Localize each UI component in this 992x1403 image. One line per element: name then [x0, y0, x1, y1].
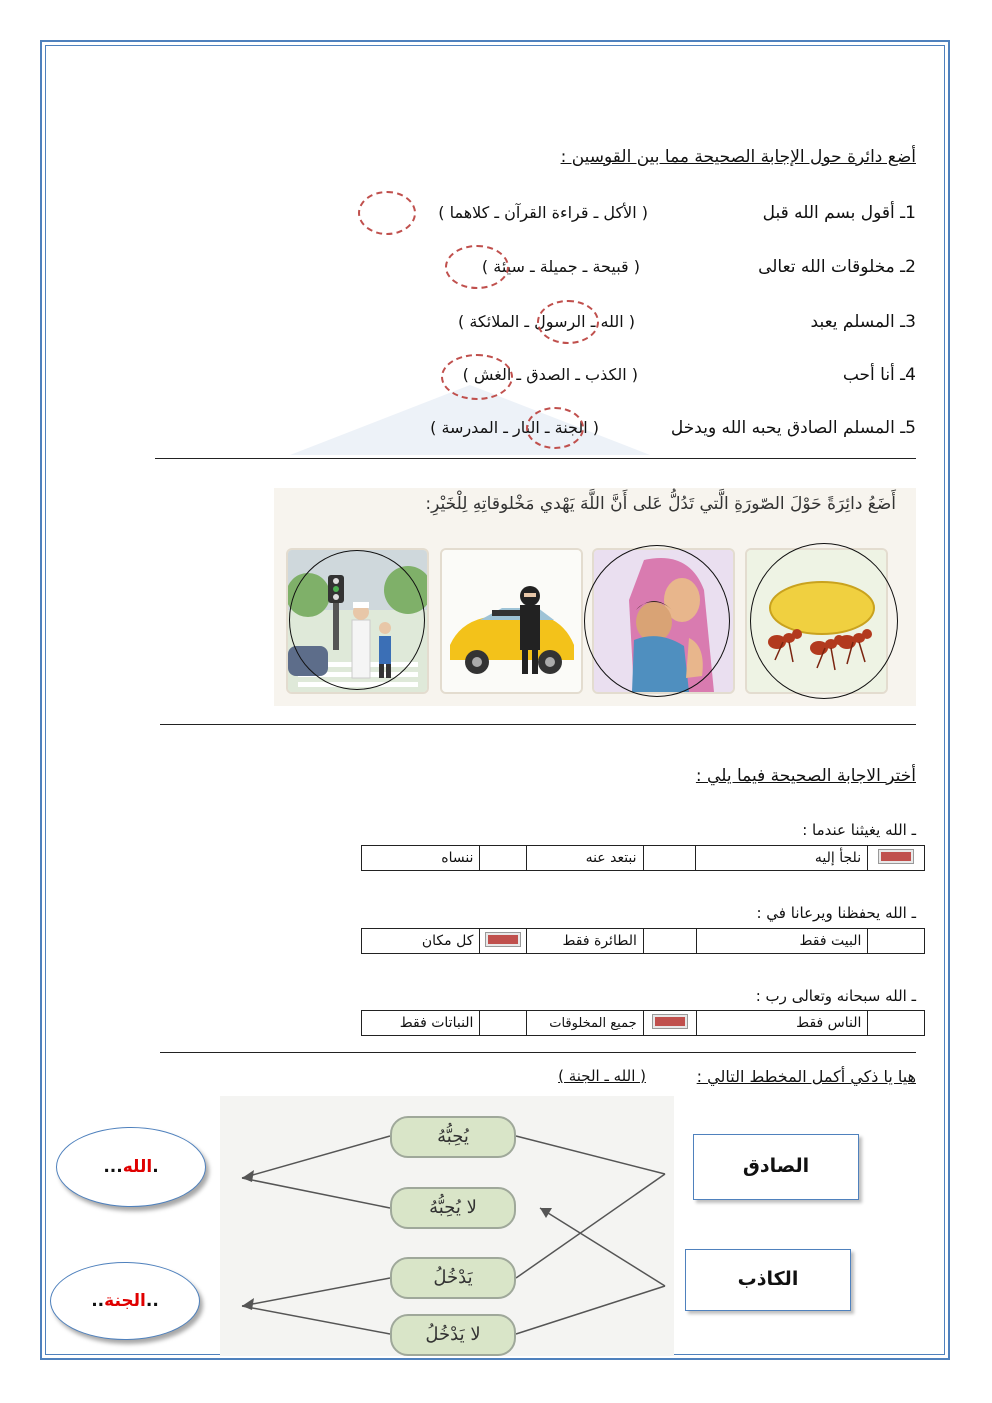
- answer-circle-mother-child[interactable]: [584, 545, 730, 697]
- mc3-checkbox-3[interactable]: [480, 1011, 527, 1036]
- mc2-option-1[interactable]: البيت فقط: [696, 929, 868, 954]
- divider-2: [160, 724, 916, 725]
- mc1-option-1[interactable]: نلجأ إليه: [696, 846, 868, 871]
- answer-2-word: الجنة: [104, 1291, 146, 1311]
- q4-options: ( الكذب ـ الصدق ـ الغش ): [462, 365, 638, 384]
- q1-answer-circle[interactable]: [358, 191, 416, 235]
- answer-circle-crossing[interactable]: [289, 550, 425, 690]
- q4-answer-circle[interactable]: [441, 354, 513, 400]
- mc1-table: [361, 845, 925, 871]
- section3-heading: أختر الاجابة الصحيحة فيما يلي :: [695, 766, 916, 786]
- mc2-checkbox-3[interactable]: [480, 929, 527, 954]
- q3-prompt: 3ـ المسلم يعبد: [810, 312, 916, 332]
- q2-options: ( قبيحة ـ جميلة ـ سيئة ): [481, 257, 640, 276]
- mc1-checkbox-1[interactable]: [868, 846, 925, 871]
- divider-1: [155, 458, 916, 459]
- q2-prompt: 2ـ مخلوقات الله تعالى: [758, 257, 916, 277]
- box-liar: الكاذب: [685, 1249, 851, 1311]
- answer-oval-1[interactable]: [56, 1127, 206, 1207]
- q3-options: ( الله ـ الرسول ـ الملائكة ): [458, 312, 635, 331]
- answer-circle-ants[interactable]: [750, 543, 898, 699]
- word-bank: ( الله ـ الجنة ): [558, 1067, 646, 1085]
- box-truthful: الصادق: [693, 1134, 859, 1200]
- answer-1-prefix: ...: [103, 1157, 123, 1177]
- flow-diagram: [220, 1096, 674, 1356]
- answer-2-suffix: ..: [145, 1291, 159, 1311]
- q3-answer-circle[interactable]: [537, 300, 599, 344]
- mc3-option-3[interactable]: النباتات فقط: [362, 1011, 480, 1036]
- q5-answer-circle[interactable]: [526, 407, 584, 449]
- q5-prompt: 5ـ المسلم الصادق يحبه الله ويدخل: [670, 418, 916, 438]
- mc1-checkbox-3[interactable]: [480, 846, 527, 871]
- mc2-table: [361, 928, 925, 954]
- pill-does-not-enter: لا يَدْخُلُ: [390, 1314, 516, 1356]
- mc1-option-2[interactable]: نبتعد عنه: [527, 846, 643, 871]
- mc2-prompt: ـ الله يحفظنا ويرعانا في :: [756, 904, 916, 922]
- q1-prompt: 1ـ أقول بسم الله قبل: [762, 203, 916, 223]
- section4-heading: هيا يا ذكي أكمل المخطط التالي :: [696, 1067, 916, 1086]
- q5-options: ( الجنة ـ النار ـ المدرسة ): [430, 418, 599, 437]
- mc3-checkbox-2[interactable]: [643, 1011, 696, 1036]
- divider-3: [160, 1052, 916, 1053]
- pill-loves-him: يُحِبُّهُ: [390, 1116, 516, 1158]
- pill-enters: يَدْخُلُ: [390, 1257, 516, 1299]
- mc2-option-3[interactable]: كل مكان: [362, 929, 480, 954]
- mc3-table: [361, 1010, 925, 1036]
- mc2-checkbox-2[interactable]: [643, 929, 696, 954]
- q2-answer-circle[interactable]: [445, 245, 509, 289]
- mc2-checkbox-1[interactable]: [868, 929, 925, 954]
- mc1-prompt: ـ الله يغيثنا عندما :: [802, 821, 916, 839]
- mc1-checkbox-2[interactable]: [643, 846, 696, 871]
- selected-mark: [653, 1015, 687, 1028]
- answer-1-word: الله: [122, 1157, 153, 1177]
- pill-does-not-love-him: لا يُحِبُّهُ: [390, 1187, 516, 1229]
- selected-mark: [879, 850, 913, 863]
- section1-heading: أضع دائرة حول الإجابة الصحيحة مما بين القوسين :: [560, 147, 916, 167]
- card-thief[interactable]: [440, 548, 583, 694]
- q1-options: ( الأكل ـ قراءة القرآن ـ كلاهما ): [438, 203, 648, 222]
- answer-1-suffix: .: [152, 1157, 159, 1177]
- mc2-option-2[interactable]: الطائرة فقط: [527, 929, 643, 954]
- mc3-prompt: ـ الله سبحانه وتعالى رب :: [755, 987, 916, 1005]
- mc3-option-2[interactable]: جميع المخلوقات: [527, 1011, 644, 1036]
- answer-oval-2[interactable]: [50, 1262, 200, 1340]
- answer-2-prefix: ..: [91, 1291, 105, 1311]
- q4-prompt: 4ـ أنا أحب: [842, 365, 916, 385]
- selected-mark: [486, 933, 520, 946]
- mc1-option-3[interactable]: ننساه: [362, 846, 480, 871]
- picture-strip-title: أَضَعُ دائِرَةً حَوْلَ الصّورَةِ الَّتي تَدُلُّ عَلى أَنَّ اللَّهَ يَهْدي مَخْلوقاتِهِ لِلْخَيْرِ:: [425, 494, 896, 514]
- mc3-option-1[interactable]: الناس فقط: [696, 1011, 868, 1036]
- mc3-checkbox-1[interactable]: [868, 1011, 925, 1036]
